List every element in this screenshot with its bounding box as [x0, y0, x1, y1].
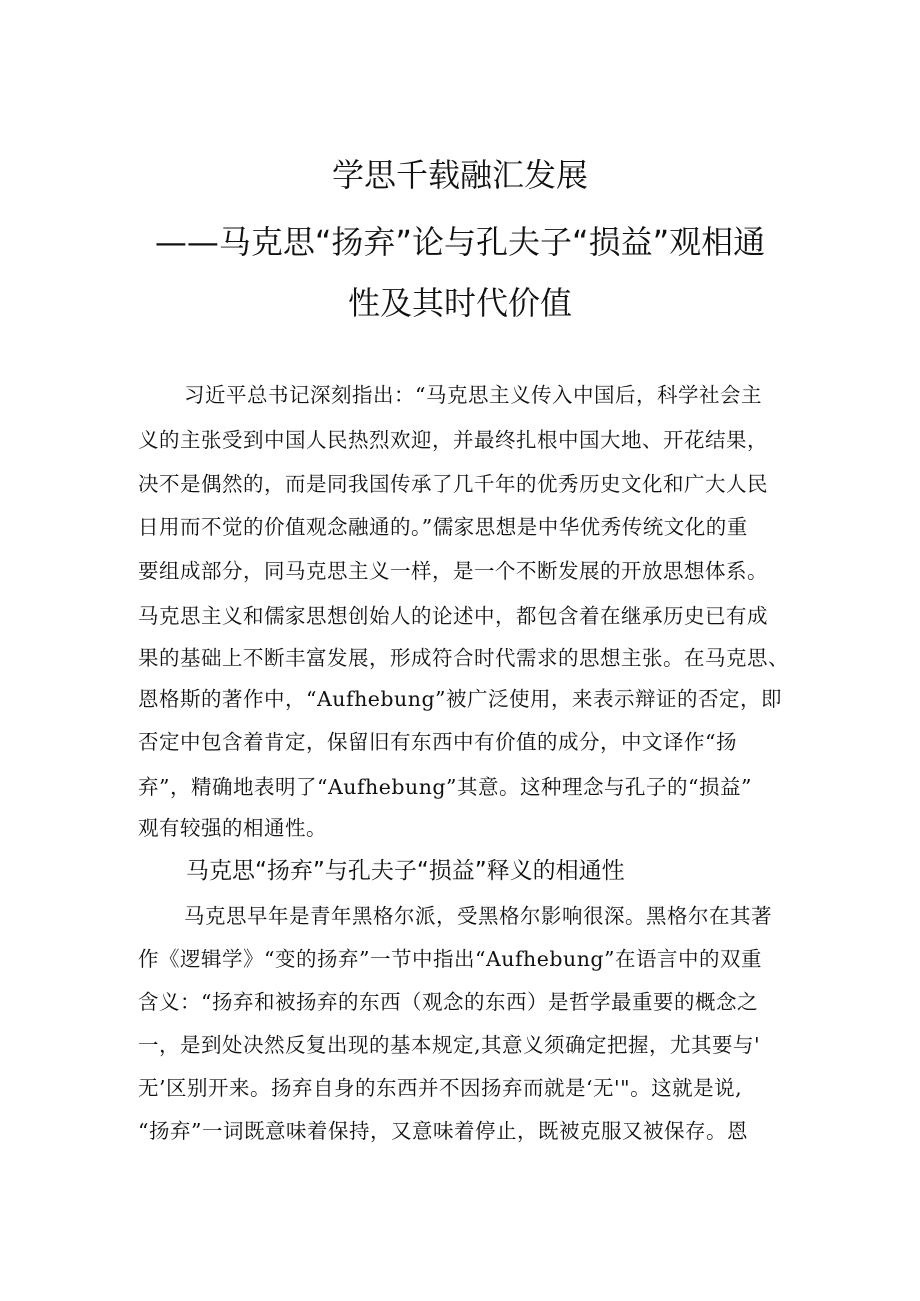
paragraph-1-line: 弃”，精确地表明了“Aufhebung”其意。这种理念与孔子的“损益”	[138, 775, 752, 799]
paragraph-2-line: 作《逻辑学》“变的扬弃”一节中指出“Aufhebung”在语言中的双重	[138, 947, 763, 971]
paragraph-2-line: 含义：“扬弃和被扬弃的东西（观念的东西）是哲学最重要的概念之	[138, 990, 758, 1014]
paragraph-1-line: 否定中包含着肯定，保留旧有东西中有价值的成分，中文译作“扬	[138, 730, 737, 754]
paragraph-1-line: 日用而不觉的价值观念融通的。”儒家思想是中华优秀传统文化的重	[138, 515, 748, 539]
document-title-line-1: 学思千载融汇发展	[331, 156, 588, 194]
document-title-line-3: 性及其时代价值	[347, 284, 572, 322]
paragraph-1-line: 要组成部分，同马克思主义一样，是一个不断发展的开放思想体系。	[138, 559, 768, 583]
paragraph-1-line: 果的基础上不断丰富发展，形成符合时代需求的思想主张。在马克思、	[138, 646, 789, 670]
paragraph-1-line: 马克思主义和儒家思想创始人的论述中，都包含着在继承历史已有成	[138, 604, 768, 628]
paragraph-1-line: 观有较强的相通性。	[138, 816, 327, 840]
paragraph-2-line: 一，是到处决然反复出现的基本规定,其意义须确定把握，尤其要与'	[138, 1033, 761, 1057]
paragraph-1-line: 习近平总书记深刻指出：“马克思主义传入中国后，科学社会主	[184, 383, 762, 407]
paragraph-1-line: 恩格斯的著作中，“Aufhebung”被广泛使用，来表示辩证的否定，即	[138, 687, 783, 711]
section-heading: 马克思“扬弃”与孔夫子“损益”释义的相通性	[186, 858, 625, 884]
paragraph-1-line: 义的主张受到中国人民热烈欢迎，并最终扎根中国大地、开花结果，	[138, 428, 768, 452]
paragraph-2-line: 无’区别开来。扬弃自身的东西并不因扬弃而就是‘无'"。这就是说,	[138, 1076, 743, 1100]
document-title-line-2: ——马克思“扬弃”论与孔夫子“损益”观相通	[154, 223, 766, 261]
paragraph-2-line: “扬弃”一词既意味着保持，又意味着停止，既被克服又被保存。恩	[138, 1119, 748, 1143]
paragraph-2-line: 马克思早年是青年黑格尔派，受黑格尔影响很深。黑格尔在其著	[184, 904, 772, 928]
paragraph-1-line: 决不是偶然的，而是同我国传承了几千年的优秀历史文化和广大人民	[138, 472, 768, 496]
